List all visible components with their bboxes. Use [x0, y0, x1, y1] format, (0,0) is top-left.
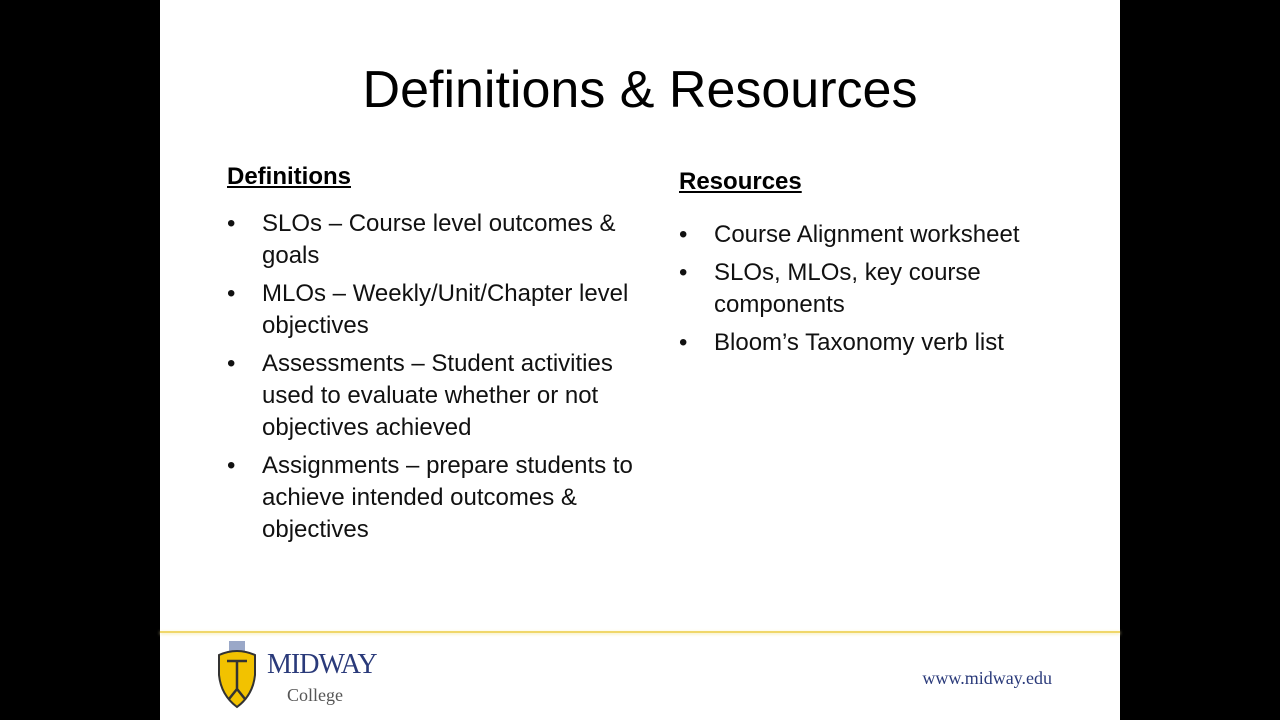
shield-crest-icon: [215, 641, 259, 709]
list-item: • MLOs – Weekly/Unit/Chapter level objectives: [227, 280, 629, 339]
logo-subtitle: College: [287, 685, 343, 705]
bullet-icon: •: [679, 259, 688, 286]
resources-list: [679, 219, 1079, 359]
definitions-heading: Definitions: [227, 163, 351, 190]
list-item: • Bloom’s Taxonomy verb list: [679, 327, 1079, 359]
list-item: • Course Alignment worksheet: [679, 219, 1079, 251]
definitions-list: [227, 208, 647, 546]
logo-name: MIDWAY: [267, 649, 377, 680]
list-item: • Assignments – prepare students to achieve intended outcomes & objectives: [227, 452, 633, 543]
slide-title: Definitions & Resources: [362, 61, 918, 119]
list-item: • SLOs – Course level outcomes & goals: [227, 210, 616, 269]
footer-divider: [160, 631, 1120, 633]
website-url: www.midway.edu: [922, 668, 1052, 688]
bullet-icon: •: [227, 210, 236, 237]
bullet-icon: •: [227, 280, 236, 307]
bullet-icon: •: [679, 329, 688, 356]
bullet-icon: •: [227, 350, 236, 377]
resources-column: [679, 167, 1079, 365]
slide: [160, 0, 1120, 720]
bullet-icon: •: [679, 221, 688, 248]
bullet-icon: •: [227, 452, 236, 479]
resources-heading: Resources: [679, 168, 802, 195]
definitions-column: [227, 162, 647, 552]
list-item: • SLOs, MLOs, key course components: [679, 259, 981, 318]
midway-college-logo: [215, 641, 385, 711]
list-item: • Assessments – Student activities used to evaluate whether or not objectives achieved: [227, 350, 613, 441]
